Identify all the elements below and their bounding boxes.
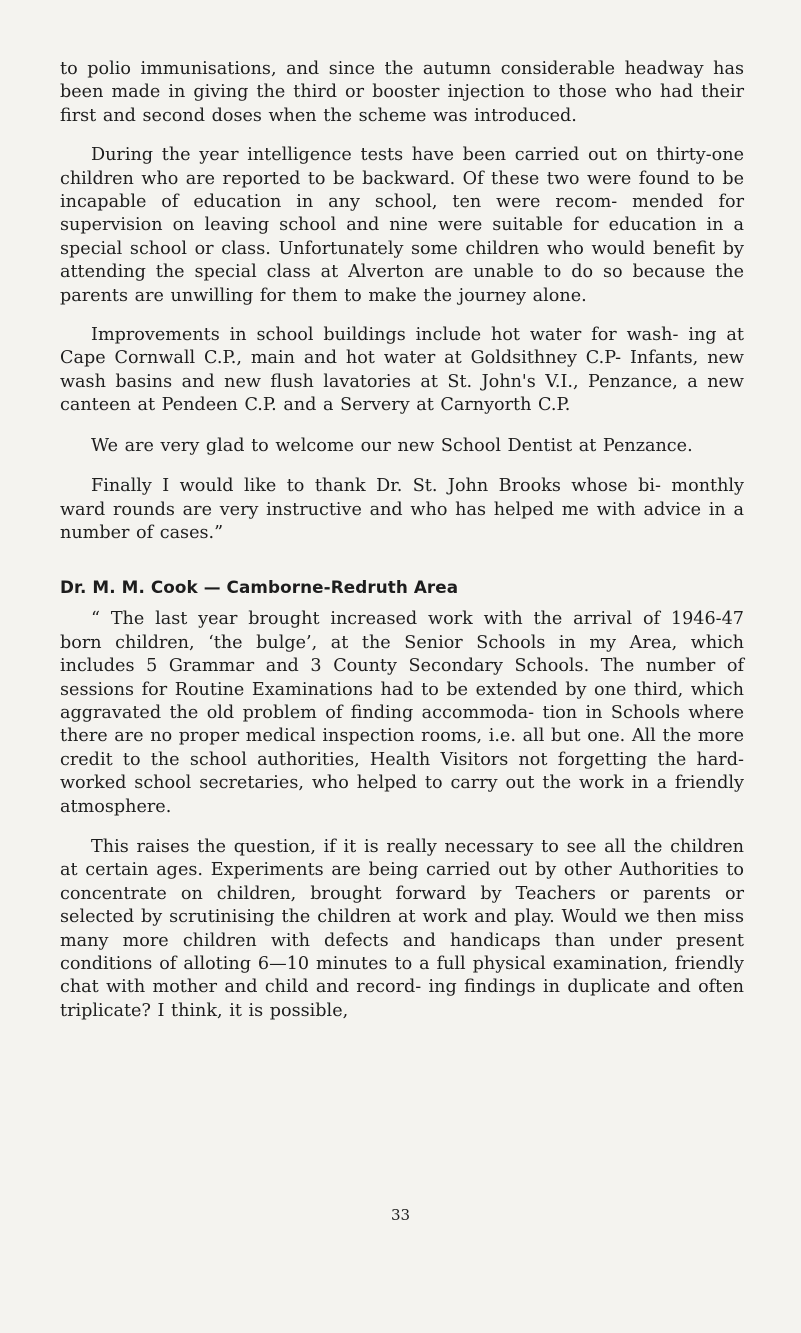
document-page [60,58,744,1023]
paragraph-school-buildings: Improvements in school buildings include hot water for wash- ing at Cape Cornwall C.P., main and hot water at Goldsithney C.P- Infants, new wash basins and new flush lavatories at St. John's V.I., Penzance, a new canteen at Pendeen C.P. and a Servery at Carnyorth C.P. [60,325,744,416]
paragraph-intelligence-tests: During the year intelligence tests have been carried out on thirty-one children who are reported to be backward. Of these two were found to be incapable of education in any school, ten were recom- mended for supervision on leaving school and nine were suitable for education in a special school or class. Unfortunately some children who would benefit by attending the special class at Alverton are unable to do so because the parents are unwilling for them to make the journey alone. [60,145,744,306]
page-number: 33 [390,1206,411,1224]
paragraph-school-dentist: We are very glad to welcome our new School Dentist at Penzance. [91,435,693,456]
section-heading: Dr. M. M. Cook — Camborne-Redruth Area [60,577,459,598]
paragraph-question-raised: This raises the question, if it is really necessary to see all the children at certain ages. Experiments are being carried out by other Authorities to concentrate on children, brought forward by Teachers or parents or selected by scrutinising the children at work and play. Would we then miss many more children with defects and handicaps than under present conditions of alloting 6—10 minutes to a full physical examination, friendly chat with mother and child and record- ing findings in duplicate and often triplicate? I think, it is possible, [60,836,744,1021]
paragraph-routine-examinations: “ The last year brought increased work with the arrival of 1946-47 born children, ‘the bulge’, at the Senior Schools in my Area, which includes 5 Grammar and 3 County Secondary Schools. The number of sessions for Routine Examinations had to be extended by one third, which aggravated the old problem of finding accommoda- tion in Schools where there are no proper medical inspection rooms, i.e. all but one. All the more credit to the school authorities, Health Visitors not forgetting the hard-worked school secretaries, who helped to carry out the work in a friendly atmosphere. [60,609,744,817]
paragraph-thanks: Finally I would like to thank Dr. St. John Brooks whose bi- monthly ward rounds are very instructive and who has helped me with advice in a number of cases.” [60,476,744,543]
paragraph-polio-continuation: to polio immunisations, and since the autumn considerable headway has been made in giving the third or booster injection to those who had their first and second doses when the scheme was introduced. [60,59,744,126]
